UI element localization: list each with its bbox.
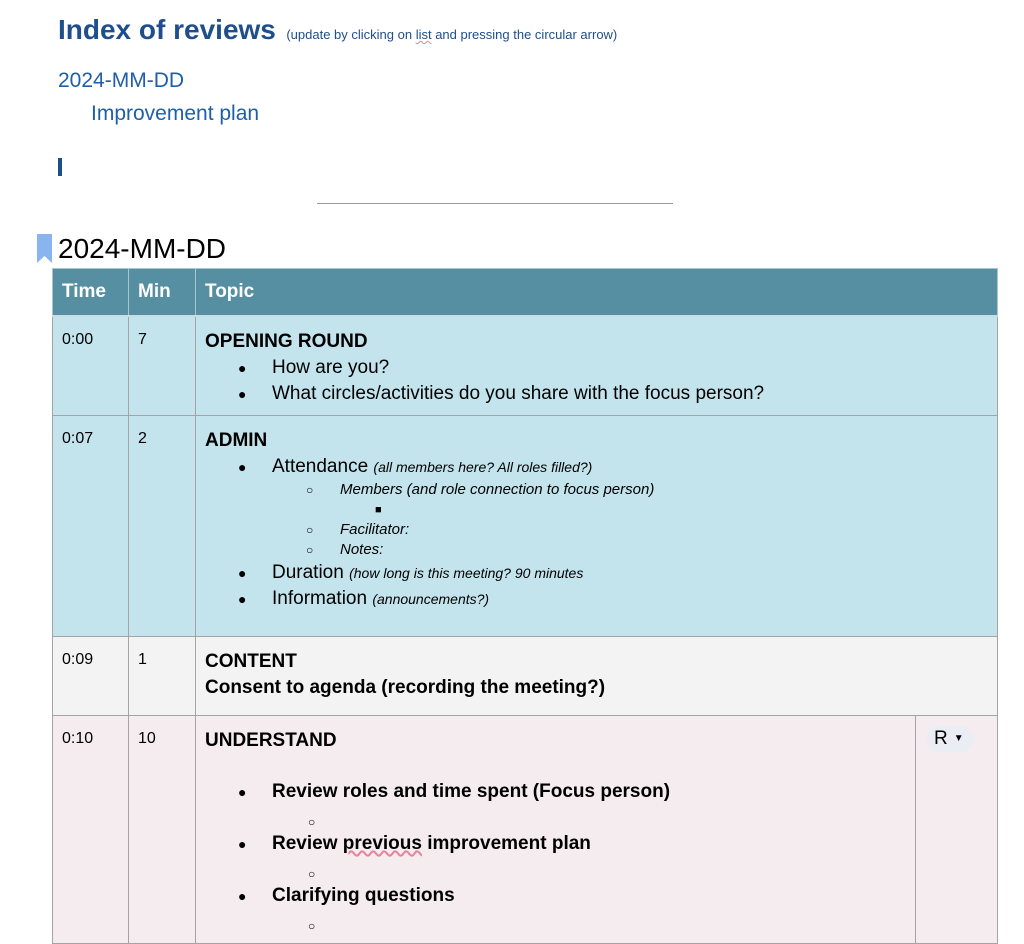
header-min: Min	[129, 269, 196, 317]
review-roles-label: Review roles and time spent (Focus person)	[272, 781, 671, 802]
bookmark-icon[interactable]	[37, 234, 52, 263]
empty-sublist	[272, 857, 906, 883]
person-chip[interactable]	[926, 726, 974, 752]
topic-title: ADMIN	[205, 430, 268, 451]
agenda-row-opening	[53, 316, 998, 416]
agenda-table	[52, 268, 998, 944]
row-time: 0:07	[53, 416, 129, 637]
list-item-duration	[272, 560, 988, 586]
text-cursor	[58, 158, 62, 176]
agenda-row-understand	[53, 716, 998, 944]
row-topic[interactable]	[196, 316, 998, 416]
topic-bullets	[205, 454, 988, 612]
duration-note: (how long is this meeting? 90 minutes	[349, 565, 584, 581]
review-plan-label-misspelled[interactable]: previous	[342, 833, 422, 854]
list-item: ● How are you?	[272, 355, 988, 381]
person-chip-label: R	[934, 728, 948, 749]
agenda-row-admin	[53, 416, 998, 637]
agenda-header-row	[53, 269, 998, 317]
list-item: ● What circles/activities do you share with the focus person?	[272, 381, 988, 407]
topic-bullets	[205, 355, 988, 407]
topic-title: CONTENT	[205, 651, 297, 672]
toc-entry-date[interactable]: 2024-MM-DD	[58, 69, 185, 92]
list-item-review-plan	[272, 831, 906, 883]
list-item-facilitator: ○ Facilitator:	[340, 520, 988, 540]
list-item-attendance	[272, 454, 988, 560]
index-note-link[interactable]: list	[415, 27, 432, 42]
duration-label: Duration	[272, 562, 344, 583]
information-note: (announcements?)	[372, 591, 490, 607]
clarifying-label: Clarifying questions	[272, 885, 455, 906]
information-label: Information	[272, 588, 368, 609]
chevron-down-icon: ▼	[953, 733, 964, 745]
row-topic[interactable]	[196, 716, 916, 944]
empty-sublist	[272, 805, 906, 831]
section-heading-date: 2024-MM-DD	[58, 233, 227, 264]
row-time: 0:00	[53, 316, 129, 416]
horizontal-divider	[317, 203, 673, 204]
index-note-text-end: and pressing the circular arrow)	[431, 27, 618, 42]
index-title: Index of reviews	[58, 14, 276, 45]
attendance-sublist	[272, 480, 988, 560]
row-topic[interactable]	[196, 416, 998, 637]
list-item-empty	[378, 500, 988, 520]
list-item-empty	[272, 857, 906, 883]
row-min: 7	[129, 316, 196, 416]
index-header	[58, 14, 617, 46]
row-time: 0:10	[53, 716, 129, 944]
list-item-notes: ○ Notes:	[340, 540, 988, 560]
row-min: 2	[129, 416, 196, 637]
row-time: 0:09	[53, 637, 129, 716]
header-time: Time	[53, 269, 129, 317]
row-topic[interactable]	[196, 637, 998, 716]
row-extra-cell	[916, 716, 998, 944]
agenda-row-content	[53, 637, 998, 716]
members-sublist	[340, 500, 988, 520]
attendance-label: Attendance	[272, 456, 369, 477]
review-plan-label-start: Review	[272, 833, 343, 854]
topic-subtitle: Consent to agenda (recording the meeting?)	[205, 677, 606, 698]
topic-title: OPENING ROUND	[205, 331, 368, 352]
row-min: 1	[129, 637, 196, 716]
list-item-empty	[272, 909, 906, 935]
review-plan-label-end: improvement plan	[421, 833, 591, 854]
row-min: 10	[129, 716, 196, 944]
empty-sublist	[272, 909, 906, 935]
index-note	[286, 27, 617, 42]
attendance-note: (all members here? All roles filled?)	[373, 459, 593, 475]
list-item-empty	[272, 805, 906, 831]
topic-bullets	[205, 779, 906, 935]
list-item-members	[340, 480, 988, 520]
list-item-review-roles	[272, 779, 906, 831]
topic-title: UNDERSTAND	[205, 730, 337, 751]
list-item-information	[272, 586, 988, 612]
toc-entry-improvement-plan[interactable]: Improvement plan	[91, 102, 260, 125]
header-topic: Topic	[196, 269, 998, 317]
index-note-text: (update by clicking on	[286, 27, 416, 42]
members-label: Members (and role connection to focus person)	[340, 481, 655, 498]
list-item-clarifying	[272, 883, 906, 935]
